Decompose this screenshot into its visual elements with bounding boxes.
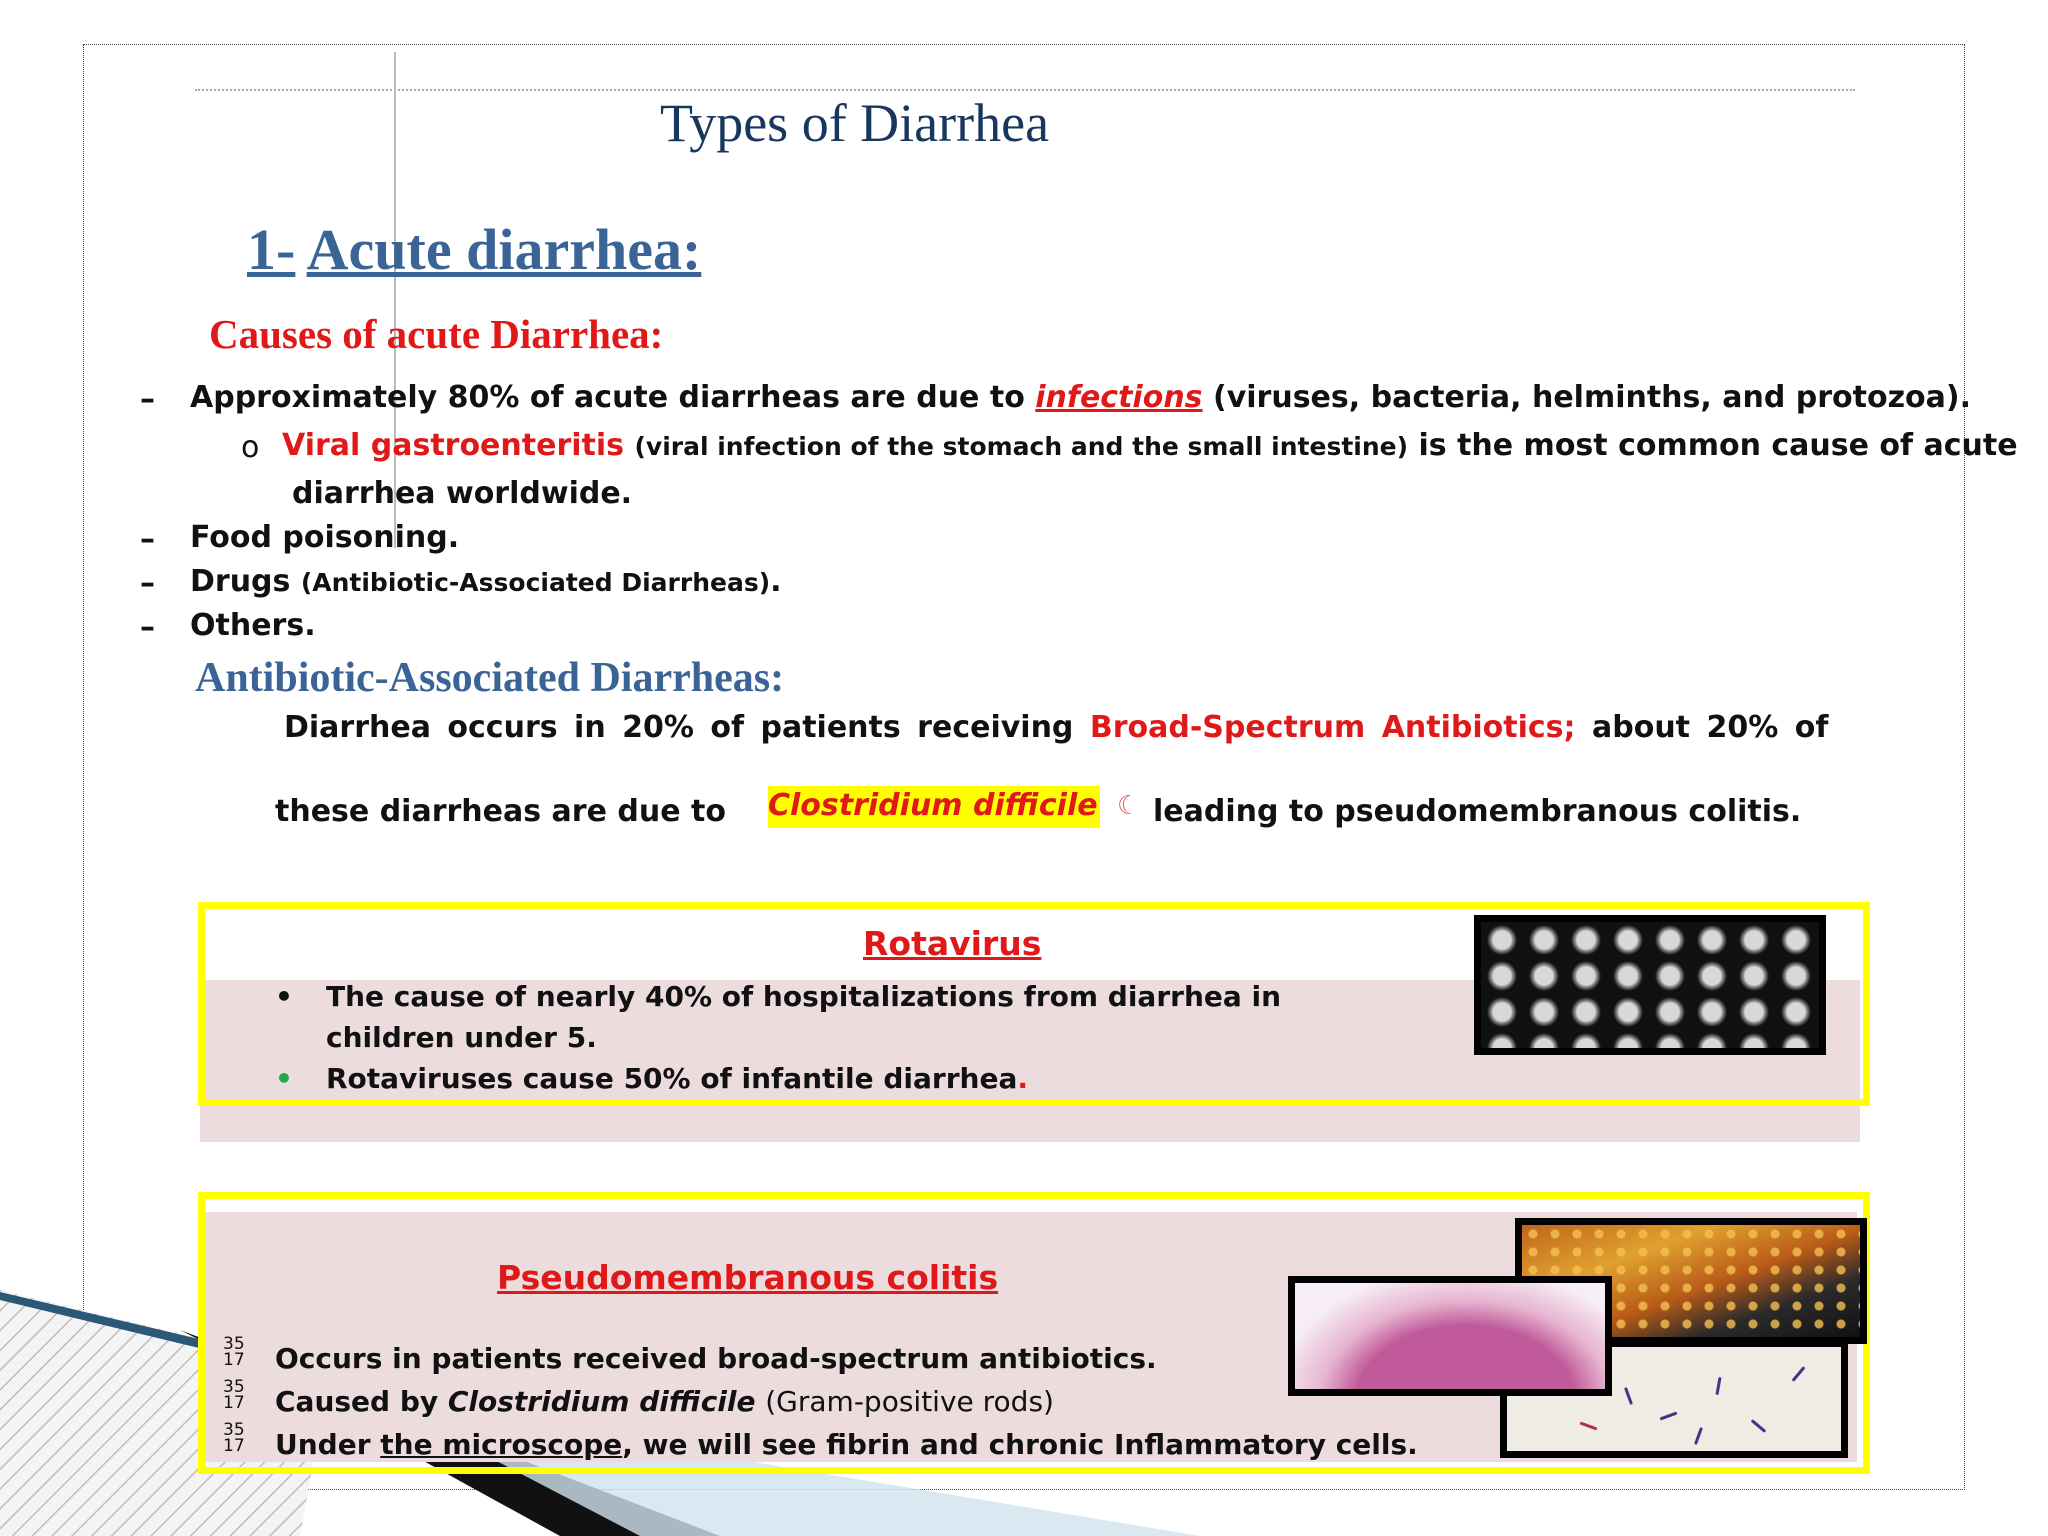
drugs-text: Drugs [190, 564, 291, 599]
bullet-glyph: • [275, 980, 293, 1013]
pmc-item2-post: (Gram-positive rods) [765, 1385, 1054, 1418]
dash-bullet: – [140, 382, 155, 417]
top-divider [195, 89, 1855, 91]
list-marker [223, 1422, 245, 1454]
viral-post: is the most common cause of acute [1418, 428, 2018, 463]
vertical-divider [394, 52, 396, 548]
cause-text-post: (viruses, bacteria, helminths, and protozoa). [1213, 380, 1972, 415]
cause-text: Approximately 80% of acute diarrheas are due to [190, 380, 1025, 415]
list-marker [223, 1379, 245, 1411]
marker-bottom: 17 [223, 1436, 245, 1456]
histology-section-image [1288, 1276, 1612, 1396]
heading-text: Acute diarrhea: [306, 217, 702, 282]
pmc-item1: Occurs in patients received broad-spectrum antibiotics. [275, 1342, 1157, 1375]
rotavirus-bullet2 [326, 1062, 1028, 1095]
sub-item-cont: diarrhea worldwide. [292, 476, 633, 511]
rotavirus-bullet2-text: Rotaviruses cause 50% of infantile diarrhea [326, 1062, 1018, 1095]
aad-line1 [284, 710, 1828, 745]
aad-line2-post: leading to pseudomembranous colitis. [1153, 794, 1802, 829]
cause-item-drugs [190, 564, 782, 599]
causes-heading: Causes of acute Diarrhea: [209, 311, 664, 357]
moon-icon: ☾ [1117, 791, 1141, 821]
pmc-item2-pre: Caused by [275, 1385, 439, 1418]
cause-item-infections [190, 380, 1971, 415]
marker-bottom: 17 [223, 1350, 245, 1370]
pmc-item2 [275, 1385, 1054, 1418]
dash-bullet: – [140, 522, 155, 557]
sub-bullet: o [241, 430, 260, 465]
aad-line1-pre: Diarrhea occurs in 20% of patients receiving [284, 710, 1074, 745]
pmc-item3 [275, 1428, 1418, 1461]
viral-explanation: (viral infection of the stomach and the small intestine) [634, 432, 1409, 461]
dash-bullet: – [140, 610, 155, 645]
heading-number: 1- [247, 217, 296, 282]
drugs-end: . [770, 564, 782, 599]
aad-line1-post: about 20% of [1592, 710, 1829, 745]
aad-line2-pre: these diarrheas are due to [275, 794, 726, 829]
pmc-item3-underlined: the microscope [380, 1428, 623, 1461]
bullet-glyph-green: • [275, 1062, 293, 1095]
dash-bullet: – [140, 566, 155, 601]
aad-antibiotics: Broad-Spectrum Antibiotics; [1089, 710, 1576, 745]
infections-link: infections [1035, 380, 1203, 415]
rotavirus-title: Rotavirus [863, 924, 1042, 963]
aad-heading: Antibiotic-Associated Diarrheas: [195, 655, 785, 701]
drugs-small: (Antibiotic-Associated Diarrheas) [300, 568, 771, 597]
rotavirus-bullet2-end: . [1017, 1062, 1028, 1095]
rotavirus-bullet1a: The cause of nearly 40% of hospitalizations from diarrhea in [326, 980, 1282, 1013]
section-heading [247, 216, 701, 283]
slide-title: Types of Diarrhea [660, 93, 1050, 153]
marker-top: 35 [223, 1334, 245, 1354]
cause-item-others: Others. [190, 608, 316, 643]
pmc-item3-post: , we will see fibrin and chronic Inflammatory cells. [622, 1428, 1418, 1461]
marker-top: 35 [223, 1420, 245, 1440]
organism-name: Clostridium difficile [768, 788, 1098, 823]
pmc-title: Pseudomembranous colitis [497, 1258, 999, 1297]
rotavirus-micrograph-image [1474, 915, 1826, 1055]
sub-item-viral [282, 428, 2018, 463]
pmc-item3-pre: Under [275, 1428, 371, 1461]
marker-top: 35 [223, 1377, 245, 1397]
list-marker [223, 1336, 245, 1368]
pmc-organism: Clostridium difficile [447, 1385, 756, 1418]
rotavirus-bullet1b: children under 5. [326, 1021, 597, 1054]
viral-term: Viral gastroenteritis [282, 428, 625, 463]
marker-bottom: 17 [223, 1393, 245, 1413]
cause-item-food: Food poisoning. [190, 520, 460, 555]
